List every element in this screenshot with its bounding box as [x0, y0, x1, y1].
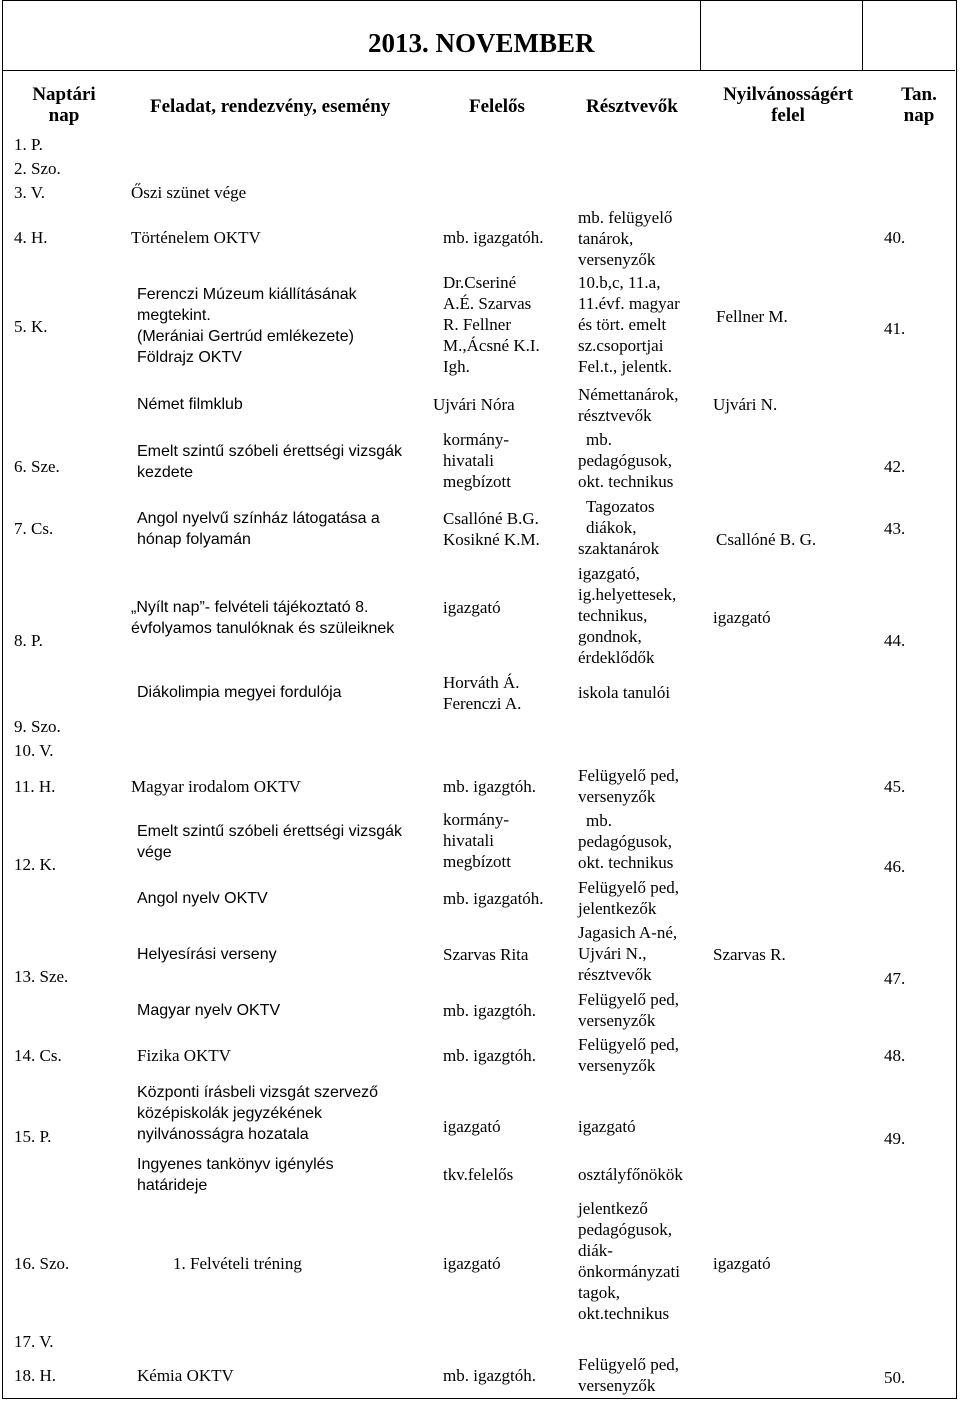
divider: [700, 0, 701, 70]
part-7-l1: Tagozatos: [586, 497, 655, 516]
day-12: 12. K.: [14, 855, 57, 874]
part-14: [578, 1034, 679, 1076]
day-1: 1. P.: [14, 135, 43, 154]
tan-4: 40.: [884, 228, 906, 247]
part-13b: [578, 989, 679, 1031]
resp-8b: [443, 672, 521, 714]
task-6a: Német filmklub: [137, 396, 243, 413]
part-5-l3: és tört. emelt: [578, 315, 667, 334]
task-5-l3: (Merániai Gertrúd emlékezete): [137, 328, 354, 345]
part-13-l2: Ujvári N.,: [578, 944, 647, 963]
part-5-l5: Fel.t., jelentk.: [578, 357, 672, 376]
header-day: [14, 84, 114, 126]
part-16: [578, 1198, 680, 1324]
pub-7: Csallóné B. G.: [716, 530, 817, 549]
tan-12: 46.: [884, 857, 906, 876]
header-day-line1: Naptári: [32, 84, 96, 105]
part-6a: [578, 384, 679, 426]
task-13: Helyesírási verseny: [137, 946, 277, 963]
part-8: [578, 563, 676, 668]
task-5-l1: Ferenczi Múzeum kiállításának: [137, 286, 357, 303]
resp-5-l4: M.,Ácsné K.I.: [443, 336, 540, 355]
part-8-l1: igazgató,: [578, 564, 640, 583]
resp-8b-l2: Ferenczi A.: [443, 694, 522, 713]
resp-6-l3: megbízott: [443, 472, 511, 491]
header-tan-line2: nap: [903, 105, 935, 126]
divider: [2, 70, 955, 71]
part-5-l4: sz.csoportjai: [578, 336, 664, 355]
day-11: 11. H.: [14, 777, 56, 796]
task-15-l3: nyilvánosságra hozatala: [137, 1126, 309, 1143]
resp-7-l2: Kosikné K.M.: [443, 530, 540, 549]
task-7: [137, 508, 380, 550]
page-title: 2013. NOVEMBER: [368, 28, 595, 58]
day-17: 17. V.: [14, 1332, 54, 1351]
task-5-l4: Földrajz OKTV: [137, 349, 242, 366]
resp-8: igazgató: [443, 598, 501, 617]
resp-12-l3: megbízott: [443, 852, 511, 871]
part-6-l3: okt. technikus: [578, 472, 674, 491]
task-12b: Angol nyelv OKTV: [137, 890, 268, 907]
resp-11: mb. igazgtóh.: [443, 777, 537, 796]
part-6a-l1: Némettanárok,: [578, 385, 679, 404]
resp-4: mb. igazgatóh.: [443, 228, 544, 247]
task-16: 1. Felvételi tréning: [173, 1254, 302, 1273]
part-14-l1: Felügyelő ped,: [578, 1035, 680, 1054]
resp-12b: mb. igazgatóh.: [443, 889, 544, 908]
part-4-l3: versenyzők: [578, 250, 656, 269]
resp-16: igazgató: [443, 1254, 501, 1273]
header-day-line2: nap: [48, 105, 80, 126]
part-7-l3: szaktanárok: [578, 539, 660, 558]
resp-13: Szarvas Rita: [443, 945, 529, 964]
part-6: [578, 429, 673, 492]
day-10: 10. V.: [14, 741, 54, 760]
pub-13: Szarvas R.: [713, 945, 786, 964]
part-7-l2: diákok,: [586, 518, 637, 537]
resp-13b: mb. igazgtóh.: [443, 1001, 537, 1020]
resp-7: [443, 508, 540, 550]
part-7: [578, 496, 659, 559]
resp-6-l2: hivatali: [443, 451, 494, 470]
tan-8: 44.: [884, 631, 906, 650]
resp-6-l1: kormány-: [443, 430, 510, 449]
part-12-l2: pedagógusok,: [578, 832, 672, 851]
header-tan-line1: Tan.: [901, 84, 937, 105]
part-6-l2: pedagógusok,: [578, 451, 672, 470]
divider: [862, 0, 863, 70]
part-13-l1: Jagasich A-né,: [578, 923, 678, 942]
task-7-l2: hónap folyamán: [137, 531, 251, 548]
header-responsible: Felelős: [469, 96, 525, 117]
pub-16: igazgató: [713, 1254, 771, 1273]
tan-18: 50.: [884, 1368, 906, 1387]
header-participants: Résztvevők: [586, 96, 678, 117]
part-13b-l1: Felügyelő ped,: [578, 990, 680, 1009]
resp-5-l3: R. Fellner: [443, 315, 511, 334]
resp-5-l1: Dr.Cseriné: [443, 273, 517, 292]
resp-12-l1: kormány-: [443, 810, 510, 829]
day-2: 2. Szo.: [14, 159, 61, 178]
header-task: Feladat, rendezvény, esemény: [150, 96, 391, 117]
task-14: Fizika OKTV: [137, 1046, 231, 1065]
part-18-l2: versenyzők: [578, 1376, 656, 1395]
pub-5: Fellner M.: [716, 307, 788, 326]
resp-6a: Ujvári Nóra: [433, 395, 515, 414]
tan-15: 49.: [884, 1129, 906, 1148]
day-5: 5. K.: [14, 317, 48, 336]
resp-5: [443, 272, 540, 377]
part-16-l4: önkormányzati: [578, 1262, 680, 1281]
day-7: 7. Cs.: [14, 519, 54, 538]
part-11-l2: versenyzők: [578, 787, 656, 806]
part-16-l5: tagok,: [578, 1283, 621, 1302]
part-5-l2: 11.évf. magyar: [578, 294, 680, 313]
part-6-l1: mb.: [586, 430, 612, 449]
part-8-l2: ig.helyettesek,: [578, 585, 677, 604]
part-6a-l2: résztvevők: [578, 406, 652, 425]
part-8-l4: gondnok,: [578, 627, 642, 646]
task-15b-l1: Ingyenes tankönyv igénylés: [137, 1156, 334, 1173]
part-8-l3: technikus,: [578, 606, 648, 625]
part-16-l3: diák-: [578, 1241, 613, 1260]
day-13: 13. Sze.: [14, 967, 69, 986]
task-15b-l2: határideje: [137, 1177, 208, 1194]
day-6: 6. Sze.: [14, 457, 60, 476]
day-15: 15. P.: [14, 1127, 52, 1146]
task-11: Magyar irodalom OKTV: [131, 777, 301, 796]
task-6-l2: kezdete: [137, 464, 194, 481]
task-8b: Diákolimpia megyei fordulója: [137, 684, 342, 701]
tan-7: 43.: [884, 519, 906, 538]
part-12-l1: mb.: [586, 811, 612, 830]
part-4-l2: tanárok,: [578, 229, 634, 248]
part-8-l5: érdeklődők: [578, 648, 655, 667]
part-12b: [578, 877, 679, 919]
header-publicity-line2: felel: [771, 105, 805, 126]
resp-8b-l1: Horváth Á.: [443, 673, 520, 692]
day-9: 9. Szo.: [14, 717, 61, 736]
pub-6a: Ujvári N.: [713, 395, 778, 414]
task-15b: [137, 1154, 334, 1196]
resp-5-l2: A.É. Szarvas: [443, 294, 532, 313]
task-3: Őszi szünet vége: [131, 183, 247, 202]
task-15-l2: középiskolák jegyzékének: [137, 1105, 322, 1122]
part-16-l6: okt.technikus: [578, 1304, 670, 1323]
resp-12-l2: hivatali: [443, 831, 494, 850]
part-13: [578, 922, 677, 985]
part-12b-l2: jelentkezők: [578, 899, 657, 918]
resp-18: mb. igazgtóh.: [443, 1366, 537, 1385]
part-15: igazgató: [578, 1117, 636, 1136]
part-18-l1: Felügyelő ped,: [578, 1355, 680, 1374]
part-12b-l1: Felügyelő ped,: [578, 878, 680, 897]
task-15: [137, 1082, 378, 1145]
part-4-l1: mb. felügyelő: [578, 208, 673, 227]
resp-7-l1: Csallóné B.G.: [443, 509, 539, 528]
part-13-l3: résztvevők: [578, 965, 652, 984]
tan-14: 48.: [884, 1046, 906, 1065]
part-16-l2: pedagógusok,: [578, 1220, 672, 1239]
task-6: [137, 441, 402, 483]
header-publicity-line1: Nyilvánosságért: [723, 84, 853, 105]
resp-15: igazgató: [443, 1117, 501, 1136]
header-publicity: [708, 84, 868, 126]
part-14-l2: versenyzők: [578, 1056, 656, 1075]
part-5-l1: 10.b,c, 11.a,: [578, 273, 661, 292]
task-8: [131, 597, 394, 639]
part-18: [578, 1354, 679, 1396]
day-14: 14. Cs.: [14, 1046, 62, 1065]
task-8-l1: „Nyílt nap”- felvételi tájékoztató 8.: [131, 599, 369, 616]
part-8b: iskola tanulói: [578, 683, 671, 702]
tan-6: 42.: [884, 457, 906, 476]
part-16-l1: jelentkező: [578, 1199, 648, 1218]
header-teaching-day: [884, 84, 954, 126]
task-12: [137, 821, 402, 863]
day-4: 4. H.: [14, 228, 48, 247]
day-8: 8. P.: [14, 631, 43, 650]
task-7-l1: Angol nyelvű színház látogatása a: [137, 510, 380, 527]
part-4: [578, 207, 672, 270]
tan-11: 45.: [884, 777, 906, 796]
part-11: [578, 765, 679, 807]
task-6-l1: Emelt szintű szóbeli érettségi vizsgák: [137, 443, 402, 460]
part-12: [578, 810, 673, 873]
task-8-l2: évfolyamos tanulóknak és szüleiknek: [131, 620, 395, 637]
task-12-l2: vége: [137, 844, 172, 861]
resp-6: [443, 429, 511, 492]
task-4: Történelem OKTV: [131, 228, 261, 247]
task-18: Kémia OKTV: [137, 1366, 234, 1385]
task-5: [137, 284, 357, 368]
day-16: 16. Szo.: [14, 1254, 70, 1273]
pub-8: igazgató: [713, 608, 771, 627]
part-15b: osztályfőnökök: [578, 1165, 683, 1184]
task-5-l2: megtekint.: [137, 307, 211, 324]
resp-12: [443, 809, 511, 872]
part-12-l3: okt. technikus: [578, 853, 674, 872]
part-13b-l2: versenyzők: [578, 1011, 656, 1030]
part-5: [578, 272, 680, 377]
resp-14: mb. igazgtóh.: [443, 1046, 537, 1065]
part-11-l1: Felügyelő ped,: [578, 766, 680, 785]
day-18: 18. H.: [14, 1366, 57, 1385]
resp-5-l5: Igh.: [443, 357, 470, 376]
task-12-l1: Emelt szintű szóbeli érettségi vizsgák: [137, 823, 402, 840]
task-13b: Magyar nyelv OKTV: [137, 1002, 281, 1019]
tan-5: 41.: [884, 319, 906, 338]
resp-15b: tkv.felelős: [443, 1165, 514, 1184]
tan-13: 47.: [884, 969, 906, 988]
day-3: 3. V.: [14, 183, 46, 202]
task-15-l1: Központi írásbeli vizsgát szervező: [137, 1084, 378, 1101]
